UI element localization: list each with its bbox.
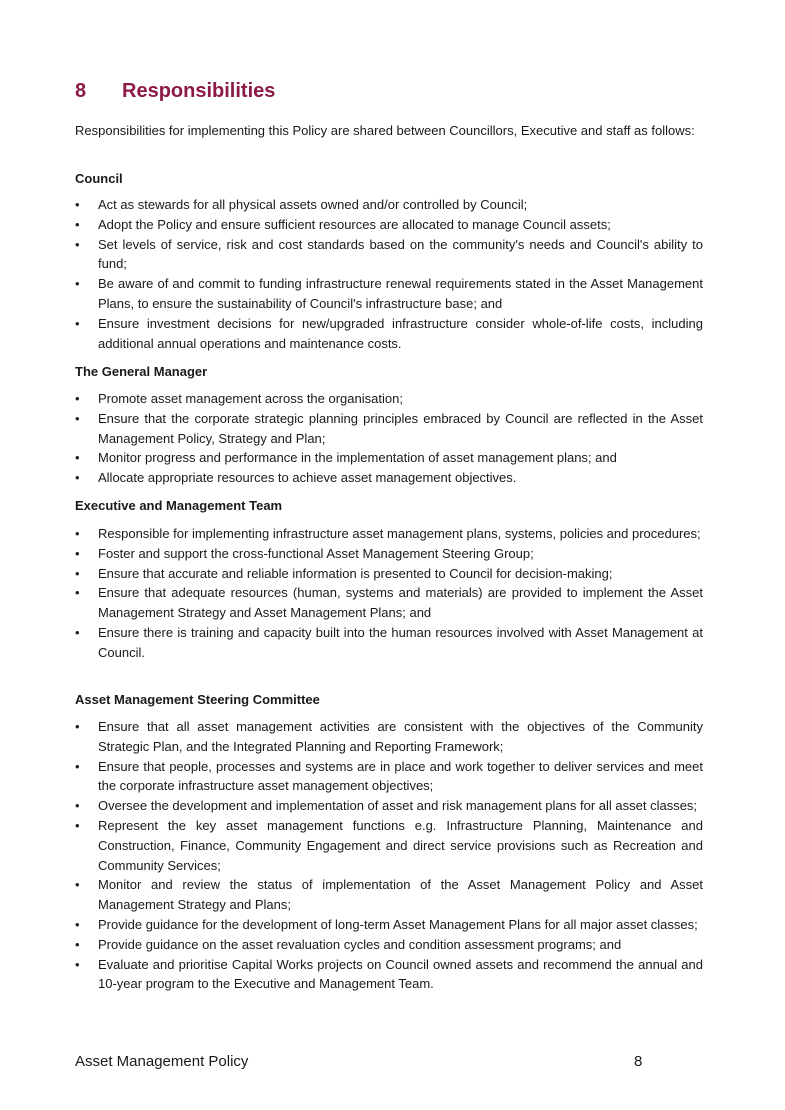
list-item: • Represent the key asset management functions e.g. Infrastructure Planning, Maintenance and Construction, Finance, Community Engagement and direct service provisions such as Recreation and Community Services; xyxy=(75,816,703,875)
list-item: • Be aware of and commit to funding infrastructure renewal requirements stated in the Asset Management Plans, to ensure the sustainability of Council's infrastructure base; and xyxy=(75,274,703,314)
list-item: • Act as stewards for all physical assets owned and/or controlled by Council; xyxy=(75,195,703,215)
list-item: • Ensure that accurate and reliable information is presented to Council for decision-making; xyxy=(75,564,703,584)
list-item: • Set levels of service, risk and cost standards based on the community's needs and Council's ability to fund; xyxy=(75,235,703,275)
list-item: • Promote asset management across the organisation; xyxy=(75,389,703,409)
list-item: • Ensure that the corporate strategic planning principles embraced by Council are reflected in the Asset Management Policy, Strategy and Plan; xyxy=(75,409,703,449)
list-item: • Ensure that all asset management activities are consistent with the objectives of the Community Strategic Plan, and the Integrated Planning and Reporting Framework; xyxy=(75,717,703,757)
steering-committee-list xyxy=(75,717,703,994)
subheading-council: Council xyxy=(75,171,123,186)
list-item: • Oversee the development and implementation of asset and risk management plans for all asset classes; xyxy=(75,796,703,816)
list-item: • Ensure that people, processes and systems are in place and work together to deliver services and meet the corporate infrastructure asset management objectives; xyxy=(75,757,703,797)
list-item: • Foster and support the cross-functional Asset Management Steering Group; xyxy=(75,544,703,564)
list-item: • Ensure that adequate resources (human, systems and materials) are provided to implement the Asset Management Strategy and Asset Management Plans; and xyxy=(75,583,703,623)
list-item: • Provide guidance for the development of long-term Asset Management Plans for all major asset classes; xyxy=(75,915,703,935)
list-item: • Ensure investment decisions for new/upgraded infrastructure consider whole-of-life costs, including additional annual operations and maintenance costs. xyxy=(75,314,703,354)
subheading-general-manager: The General Manager xyxy=(75,364,208,379)
list-item: • Provide guidance on the asset revaluation cycles and condition assessment programs; and xyxy=(75,935,703,955)
section-title: Responsibilities xyxy=(122,80,276,102)
section-number: 8 xyxy=(75,80,87,102)
subheading-steering-committee: Asset Management Steering Committee xyxy=(75,692,320,707)
council-list xyxy=(75,195,703,353)
list-item: • Responsible for implementing infrastructure asset management plans, systems, policies and procedures; xyxy=(75,524,703,544)
subheading-executive-team: Executive and Management Team xyxy=(75,498,283,513)
list-item: • Monitor progress and performance in the implementation of asset management plans; and xyxy=(75,448,703,468)
section-heading xyxy=(75,78,275,104)
list-item: • Allocate appropriate resources to achieve asset management objectives. xyxy=(75,468,703,488)
list-item: • Adopt the Policy and ensure sufficient resources are allocated to manage Council assets; xyxy=(75,215,703,235)
footer-page-number: 8 xyxy=(634,1053,643,1070)
general-manager-list xyxy=(75,389,703,488)
footer-document-title: Asset Management Policy xyxy=(75,1053,249,1070)
executive-team-list xyxy=(75,524,703,663)
intro-paragraph: Responsibilities for implementing this Policy are shared between Councillors, Executive and staff as follows: xyxy=(75,123,695,138)
list-item: • Ensure there is training and capacity built into the human resources involved with Asset Management at Council. xyxy=(75,623,703,663)
list-item: • Monitor and review the status of implementation of the Asset Management Policy and Asset Management Strategy and Plans; xyxy=(75,875,703,915)
list-item: • Evaluate and prioritise Capital Works projects on Council owned assets and recommend the annual and 10-year program to the Executive and Management Team. xyxy=(75,955,703,995)
